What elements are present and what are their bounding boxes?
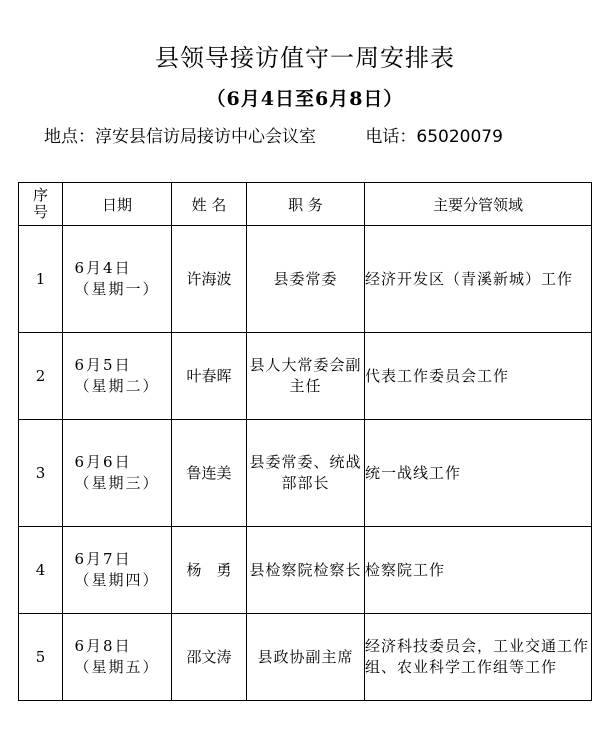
col-header-name: 姓 名 [172,183,247,226]
row-seq: 3 [19,420,63,527]
date-range: （6月4日至6月8日） [206,88,404,110]
col-header-seq [19,183,63,226]
row-seq: 2 [19,333,63,420]
row-date-day: 6月4日 [74,259,132,277]
row-date-weekday: （星期一） [74,280,160,298]
row-title: 县委常委、统战部部长 [247,420,365,527]
row-date-day: 6月5日 [74,356,132,374]
row-seq: 5 [19,614,63,701]
row-name: 鲁连美 [172,420,247,527]
row-name: 杨 勇 [172,527,247,614]
phone-value: 65020079 [416,127,503,147]
row-area: 代表工作委员会工作 [365,333,592,420]
phone-label: 电话： [365,127,417,147]
contact-info [44,122,604,147]
row-title: 县人大常委会副主任 [247,333,365,420]
row-name: 邵文涛 [172,614,247,701]
col-header-title: 职 务 [247,183,365,226]
row-date [63,333,172,420]
row-seq: 4 [19,527,63,614]
col-header-date: 日期 [63,183,172,226]
table-row [19,420,592,527]
row-area: 经济开发区（青溪新城）工作 [365,226,592,333]
row-title: 县政协副主席 [247,614,365,701]
table-row [19,614,592,701]
page-title: 县领导接访值守一周安排表 [155,44,455,72]
row-area: 经济科技委员会，工业交通工作组、农业科学工作组等工作 [365,614,592,701]
row-date [63,527,172,614]
row-date-weekday: （星期二） [74,377,160,395]
row-date-weekday: （星期五） [74,658,160,676]
row-area: 检察院工作 [365,527,592,614]
row-name: 叶春晖 [172,333,247,420]
row-title: 县检察院检察长 [247,527,365,614]
table-row [19,226,592,333]
row-date [63,614,172,701]
col-header-area: 主要分管领域 [365,183,592,226]
row-date-weekday: （星期四） [74,571,160,589]
location-label: 地点： [44,127,95,147]
table-header-row [19,183,592,226]
col-header-seq-line1: 序 [32,186,48,204]
location-value: 淳安县信访局接访中心会议室 [95,127,316,147]
row-date [63,420,172,527]
row-date-day: 6月8日 [74,637,132,655]
row-date [63,226,172,333]
row-date-weekday: （星期三） [74,474,160,492]
row-name: 许海波 [172,226,247,333]
row-title: 县委常委 [247,226,365,333]
schedule-table [18,182,592,701]
row-date-day: 6月6日 [74,453,132,471]
row-seq: 1 [19,226,63,333]
row-date-day: 6月7日 [74,550,132,568]
table-row [19,333,592,420]
table-row [19,527,592,614]
row-area: 统一战线工作 [365,420,592,527]
col-header-seq-line2: 号 [32,203,48,221]
